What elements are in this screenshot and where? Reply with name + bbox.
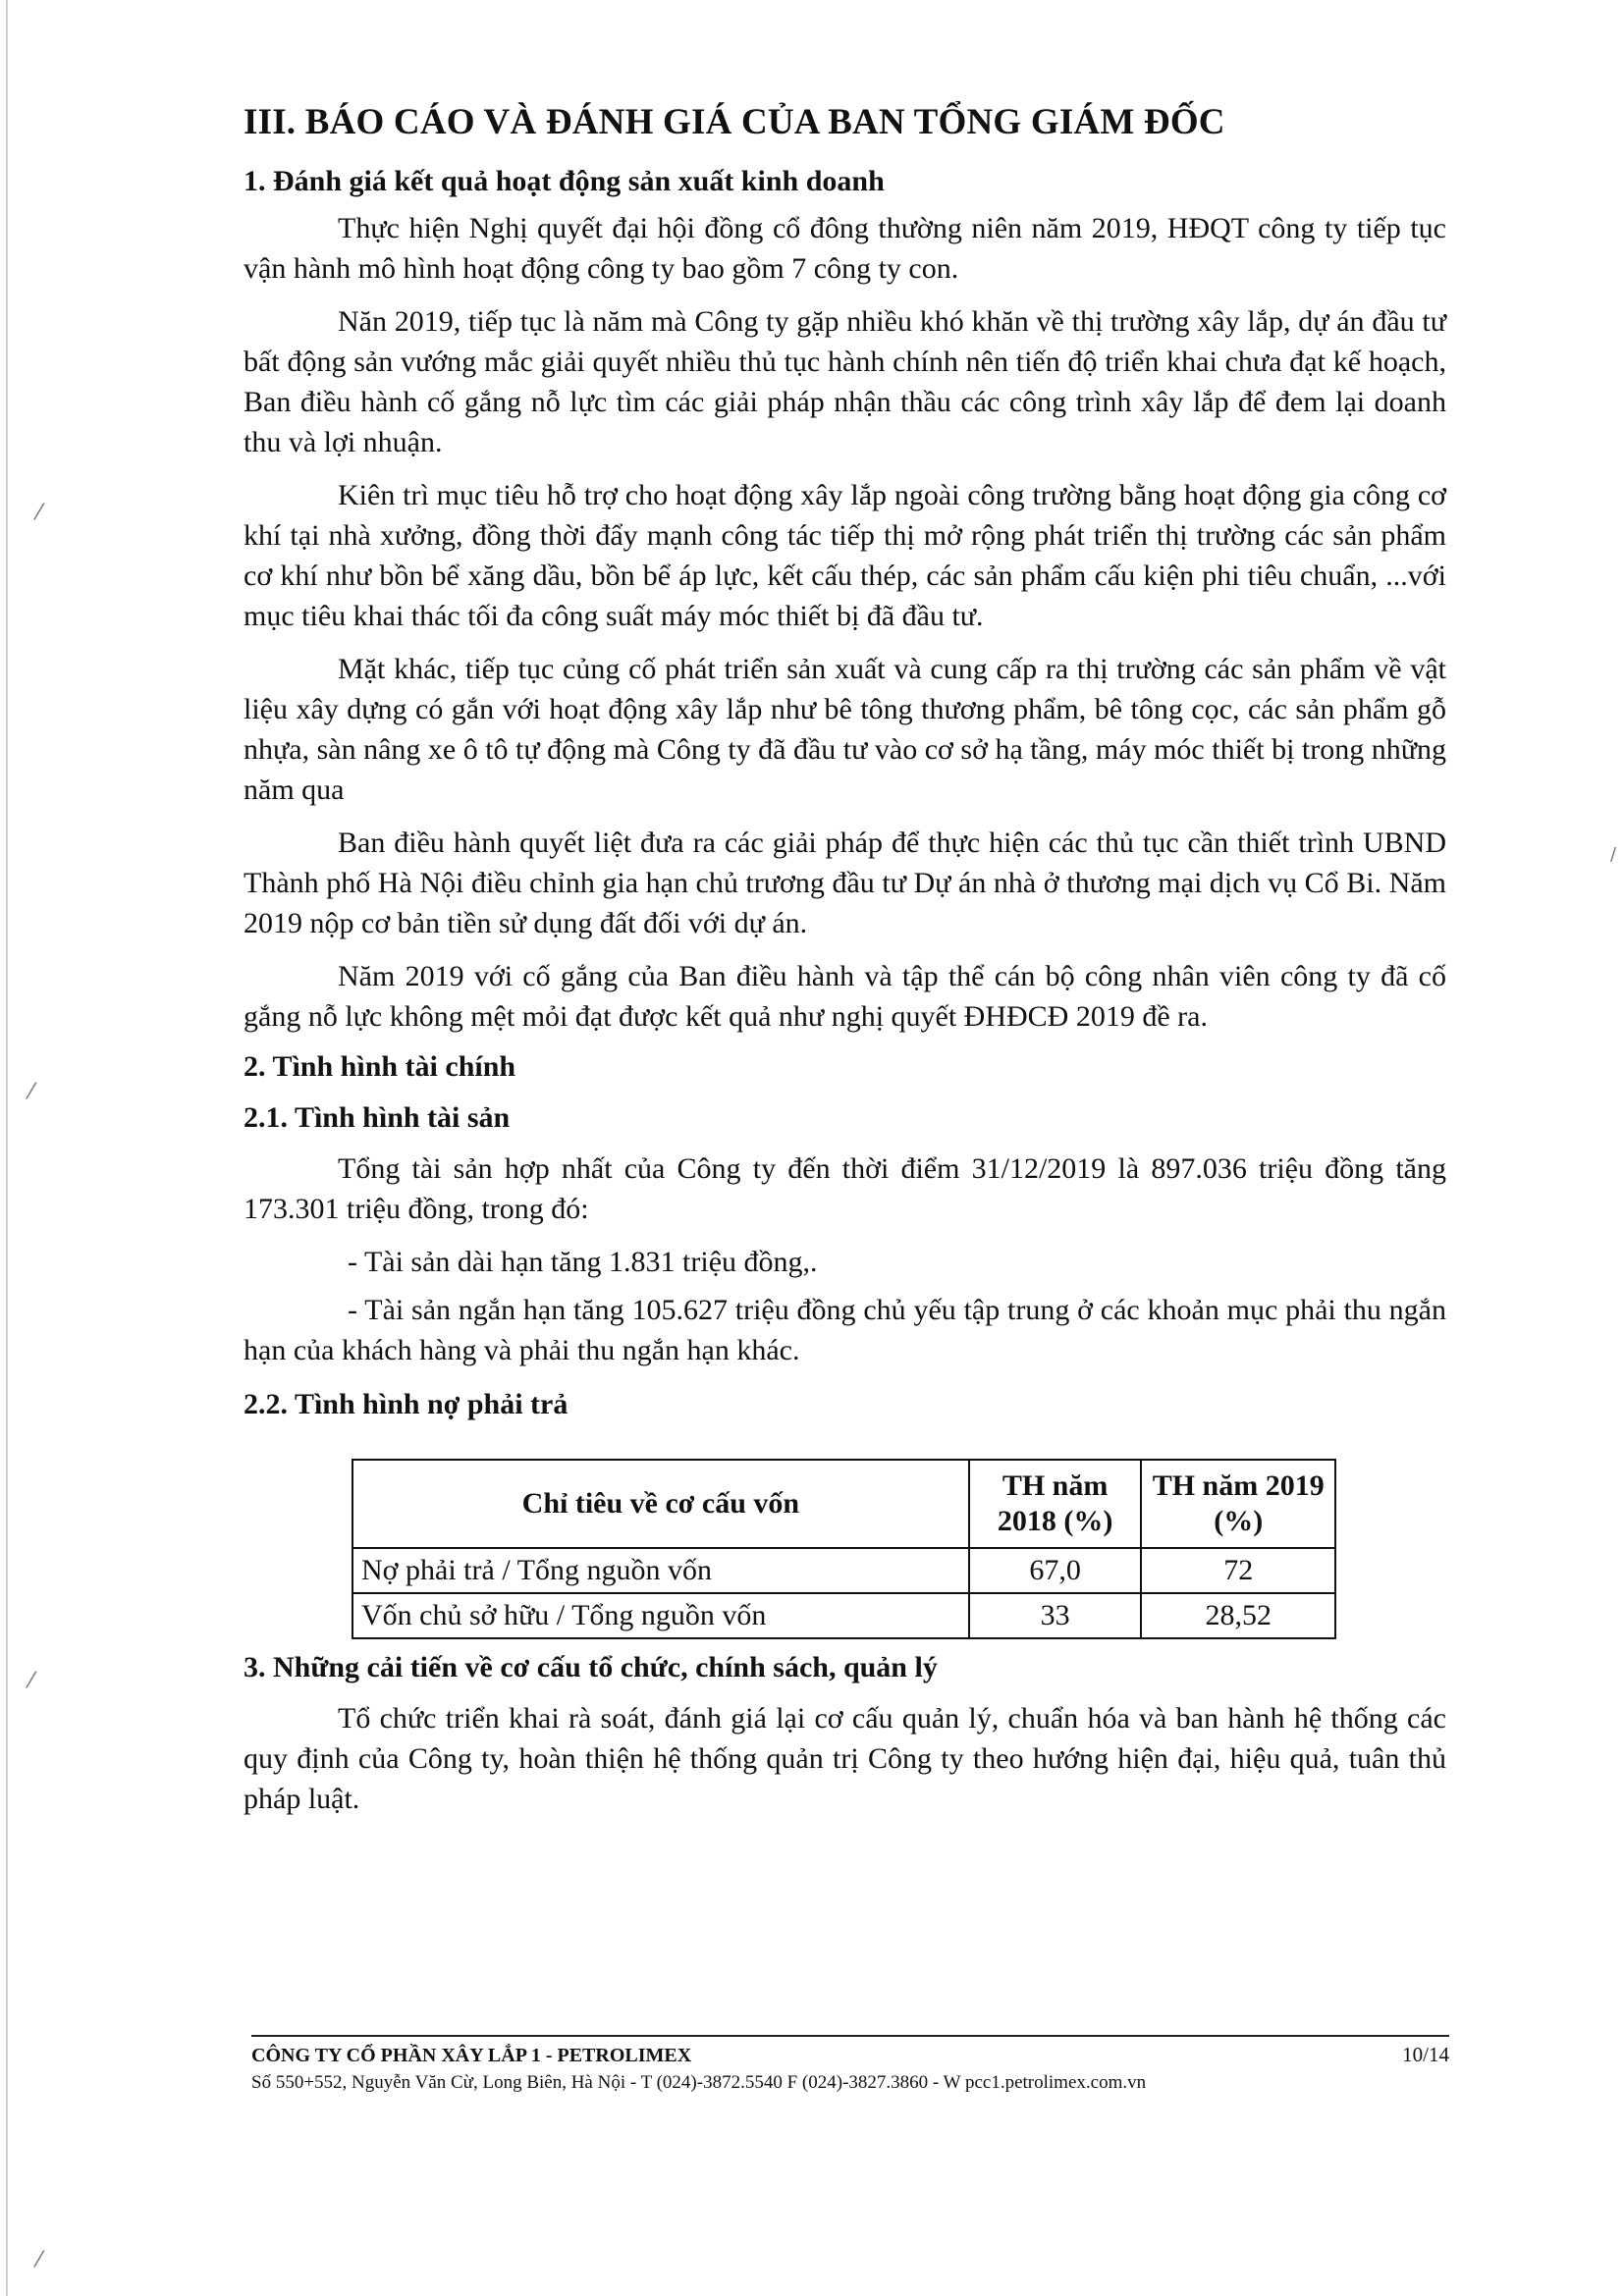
footer-company: CÔNG TY CỔ PHẦN XÂY LẮP 1 - PETROLIMEX — [251, 2045, 692, 2066]
scan-mark: ⁄ — [29, 1080, 33, 1104]
paragraph: Tổng tài sản hợp nhất của Công ty đến thời điểm 31/12/2019 là 897.036 triệu đồng tăng 173.301 triệu đồng, trong đó: — [244, 1152, 1446, 1225]
scan-mark: ⁄ — [37, 501, 41, 525]
table-header-cell: TH năm 2018 (%) — [969, 1460, 1142, 1548]
table-cell: 72 — [1141, 1548, 1335, 1593]
scan-mark: ⁄ — [29, 1669, 33, 1693]
page-number: 10/14 — [1402, 2043, 1449, 2066]
scan-mark: / — [1610, 844, 1617, 865]
heading-part2-1: 2.1. Tình hình tài sản — [244, 1101, 511, 1134]
paragraph: Kiên trì mục tiêu hỗ trợ cho hoạt động xây lắp ngoài công trường bằng hoạt động gia công cơ khí tại nhà xưởng, đồng thời đẩy mạnh công tác tiếp thị mở rộng phát triển thị trường các sản phẩm cơ khí như bồn bể xăng dầu, bồn bể áp lực, kết cấu thép, các sản phẩm cấu kiện phi tiêu chuẩn, ...với mục tiêu khai thác tối đa công suất máy móc thiết bị đã đầu tư. — [244, 479, 1446, 632]
heading-part1: 1. Đánh giá kết quả hoạt động sản xuất kinh doanh — [244, 165, 885, 197]
table-cell: 67,0 — [969, 1548, 1142, 1593]
bullet-item: - Tài sản ngắn hạn tăng 105.627 triệu đồng chủ yếu tập trung ở các khoản mục phải thu ngắn hạn của khách hàng và phải thu ngắn hạn khác. — [244, 1294, 1446, 1366]
heading-part2-2: 2.2. Tình hình nợ phải trả — [244, 1388, 568, 1420]
paragraph: Thực hiện Nghị quyết đại hội đồng cổ đông thường niên năm 2019, HĐQT công ty tiếp tục vận hành mô hình hoạt động công ty bao gồm 7 công ty con. — [244, 212, 1446, 285]
main-content — [244, 101, 1446, 1832]
table-row — [352, 1593, 1335, 1638]
paragraph: Năn 2019, tiếp tục là năm mà Công ty gặp nhiều khó khăn về thị trường xây lắp, dự án đầu tư bất động sản vướng mắc giải quyết nhiều thủ tục hành chính nên tiến độ triển khai chưa đạt kế hoạch, Ban điều hành cố gắng nỗ lực tìm các giải pháp nhận thầu các công trình xây lắp để đem lại doanh thu và lợi nhuận. — [244, 305, 1446, 458]
bullet-item: - Tài sản dài hạn tăng 1.831 triệu đồng,. — [348, 1246, 818, 1278]
table-cell: Nợ phải trả / Tổng nguồn vốn — [352, 1548, 969, 1593]
page-footer — [251, 2035, 1449, 2094]
table-header-cell: Chỉ tiêu về cơ cấu vốn — [352, 1460, 969, 1548]
table-header-row — [352, 1460, 1335, 1548]
table-row — [352, 1548, 1335, 1593]
section-title: III. BÁO CÁO VÀ ĐÁNH GIÁ CỦA BAN TỔNG GIÁM ĐỐC — [244, 102, 1225, 142]
scan-mark: ⁄ — [37, 2248, 41, 2272]
paragraph: Năm 2019 với cố gắng của Ban điều hành và tập thể cán bộ công nhân viên công ty đã cố gắng nỗ lực không mệt mỏi đạt được kết quả như nghị quyết ĐHĐCĐ 2019 đề ra. — [244, 960, 1446, 1033]
capital-structure-table-wrapper — [352, 1459, 1446, 1639]
heading-part3: 3. Những cải tiến về cơ cấu tổ chức, chính sách, quản lý — [244, 1651, 938, 1683]
table-cell: 28,52 — [1141, 1593, 1335, 1638]
capital-structure-table — [352, 1459, 1336, 1639]
table-header-cell: TH năm 2019 (%) — [1141, 1460, 1335, 1548]
paragraph: Tổ chức triển khai rà soát, đánh giá lại cơ cấu quản lý, chuẩn hóa và ban hành hệ thống các quy định của Công ty, hoàn thiện hệ thống quản trị Công ty theo hướng hiện đại, hiệu quả, tuân thủ pháp luật. — [244, 1702, 1446, 1815]
table-cell: 33 — [969, 1593, 1142, 1638]
footer-row — [251, 2043, 1449, 2067]
table-cell: Vốn chủ sở hữu / Tổng nguồn vốn — [352, 1593, 969, 1638]
scan-edge-line — [6, 0, 8, 2296]
heading-part2: 2. Tình hình tài chính — [244, 1050, 516, 1083]
paragraph: Ban điều hành quyết liệt đưa ra các giải pháp để thực hiện các thủ tục cần thiết trình UBND Thành phố Hà Nội điều chỉnh gia hạn chủ trương đầu tư Dự án nhà ở thương mại dịch vụ Cổ Bi. Năm 2019 nộp cơ bản tiền sử dụng đất đối với dự án. — [244, 827, 1446, 939]
footer-address: Số 550+552, Nguyễn Văn Cừ, Long Biên, Hà Nội - T (024)-3872.5540 F (024)-3827.3860 - W pcc1.petrolimex.com.vn — [251, 2072, 1147, 2093]
paragraph: Mặt khác, tiếp tục củng cố phát triển sản xuất và cung cấp ra thị trường các sản phẩm về vật liệu xây dựng có gắn với hoạt động xây lắp như bê tông thương phẩm, bê tông cọc, các sản phẩm gỗ nhựa, sàn nâng xe ô tô tự động mà Công ty đã đầu tư vào cơ sở hạ tầng, máy móc thiết bị trong những năm qua — [244, 653, 1446, 806]
